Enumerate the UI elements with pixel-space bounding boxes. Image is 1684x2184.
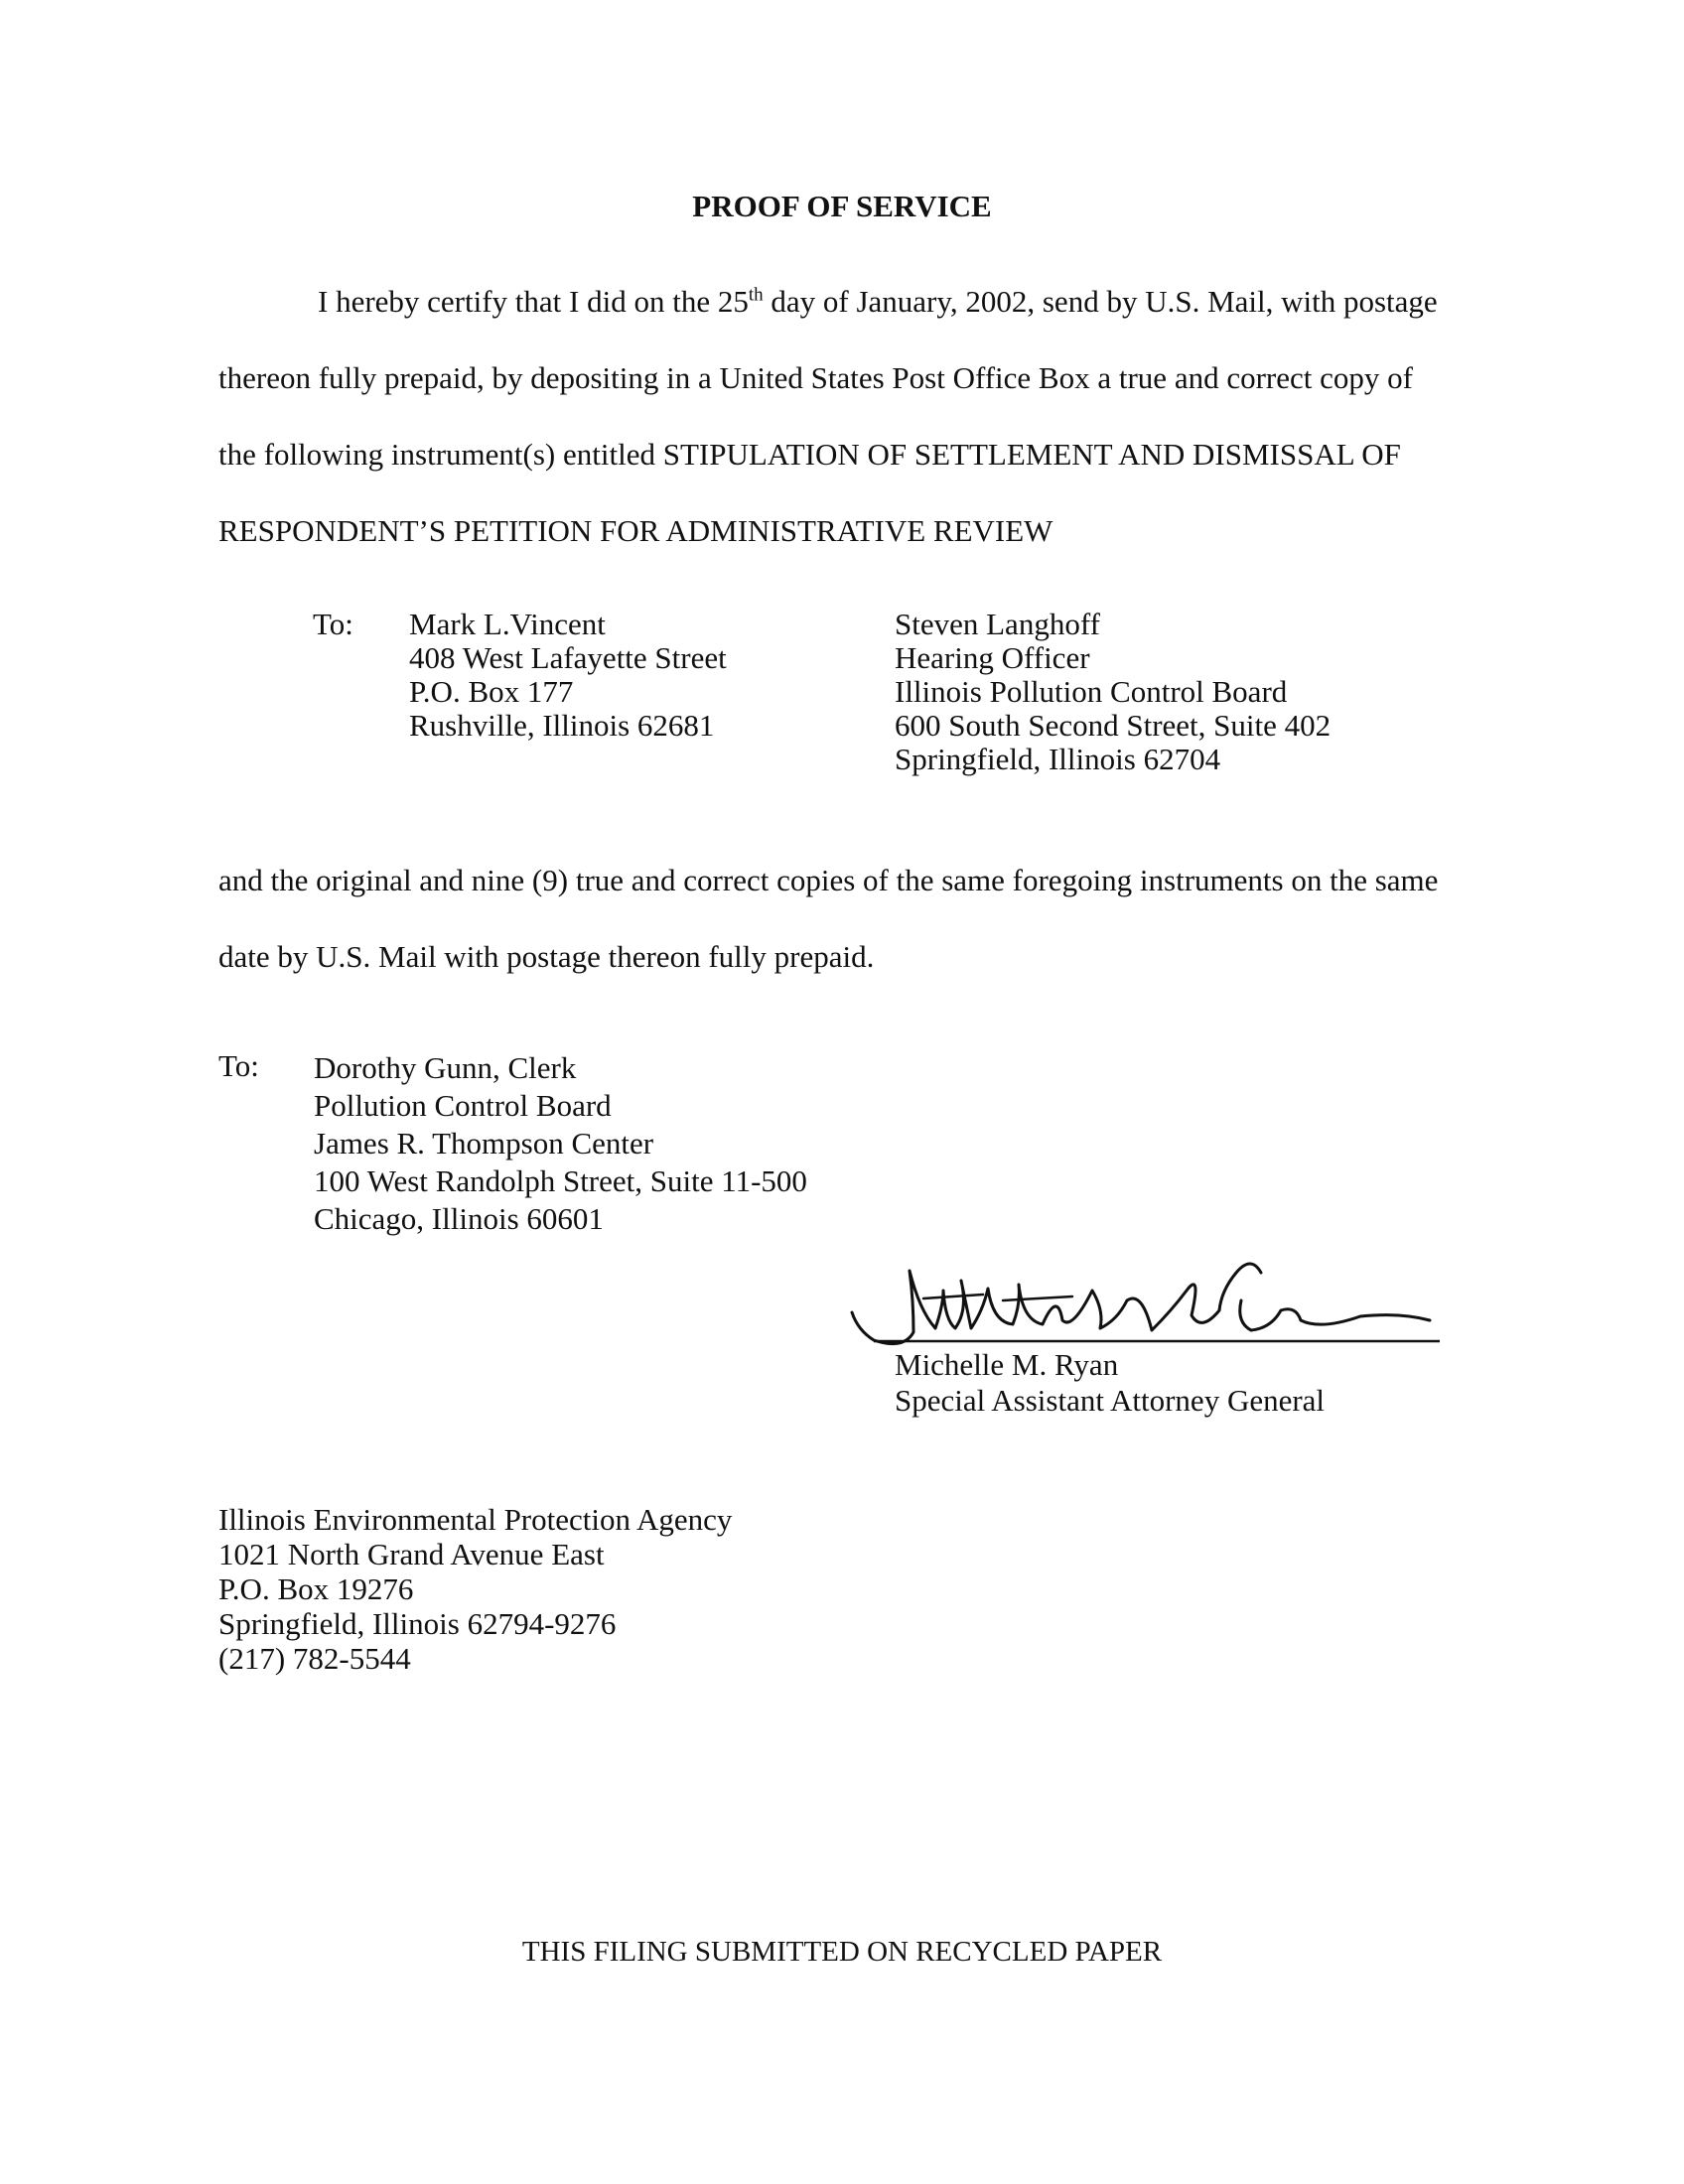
signatory-title: Special Assistant Attorney General (895, 1383, 1326, 1418)
recipient-clerk: Dorothy Gunn, Clerk Pollution Control Board James R. Thompson Center 100 West Randolph Street, Suite 11-500 Chicago, Illinois 60601 (314, 1050, 807, 1236)
certification-paragraph (218, 263, 1509, 569)
recipient-vincent: Mark L.Vincent 408 West Lafayette Street P.O. Box 177 Rushville, Illinois 62681 (409, 607, 727, 743)
document-title: PROOF OF SERVICE (692, 189, 992, 223)
signatory-name: Michelle M. Ryan (895, 1347, 1119, 1382)
original-copies-paragraph (218, 842, 1529, 995)
to-label-2: To: (218, 1048, 259, 1083)
original-copies-line-1: and the original and nine (9) true and correct copies of the same foregoing instruments on the same (218, 863, 1439, 897)
certification-line-4: RESPONDENT’S PETITION FOR ADMINISTRATIVE REVIEW (218, 513, 1053, 548)
recycled-paper-notice: THIS FILING SUBMITTED ON RECYCLED PAPER (521, 1936, 1163, 1968)
agency-address: Illinois Environmental Protection Agency 1021 North Grand Avenue East P.O. Box 19276 Springfield, Illinois 62794-9276 (217) 782-5544 (218, 1502, 733, 1676)
certification-line-2: thereon fully prepaid, by depositing in a United States Post Office Box a true and correct copy of (218, 360, 1413, 395)
certification-line-1: I hereby certify that I did on the 25th day of January, 2002, send by U.S. Mail, with postage (318, 284, 1438, 319)
original-copies-line-2: date by U.S. Mail with postage thereon fully prepaid. (218, 939, 875, 974)
certification-line-3: the following instrument(s) entitled STIPULATION OF SETTLEMENT AND DISMISSAL OF (218, 437, 1401, 472)
recipient-langhoff: Steven Langhoff Hearing Officer Illinois Pollution Control Board 600 South Second Street, Suite 402 Springfield, Illinois 62704 (895, 607, 1332, 776)
to-label-1: To: (313, 607, 353, 641)
